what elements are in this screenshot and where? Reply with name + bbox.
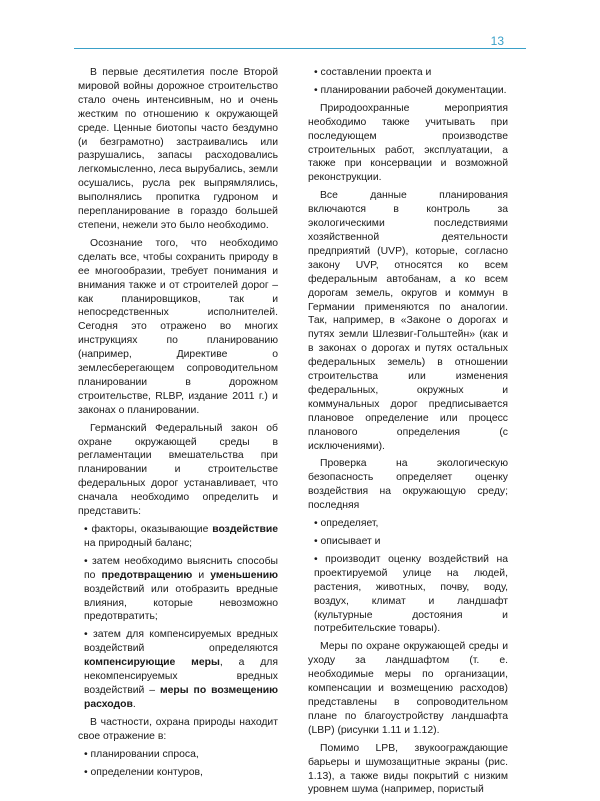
text-run: • производит оценку воздействий на проектируемой улице на людей, растения, животных, почву, воду, воздух, климат и ландшафт (культурные достояния и потребительские товары). [314, 553, 508, 635]
text-run: воздействий или отобразить вредные влияния, которые невозможно предотвратить; [84, 583, 278, 623]
bold-term: уменьшению [210, 569, 279, 581]
bold-term: меры по возмещению расходов [84, 684, 278, 710]
text-run: • определении контуров, [84, 766, 203, 778]
paragraph [308, 102, 508, 185]
bullet-item [78, 523, 278, 551]
bold-term: компенсирующие меры [84, 657, 220, 669]
bullet-item [78, 766, 278, 780]
bullet-item [308, 66, 508, 80]
bold-term: воздействие [212, 524, 278, 535]
text-run: В частности, охрана природы находит свое отражение в: [78, 716, 278, 742]
text-run: на природный баланс; [84, 537, 193, 549]
text-run: Все данные планирования включаются в контроль за экологическими последствиями хозяйственной деятельности предприятий (UVP), которые, согласно закону UVP, относятся ко всем федеральным автобанам, а ко всем дорогам земель, округов и коммун в Германии применяются по аналогии. Так, например, в «Законе о дорогах и путях земли Шлезвиг-Гольштейн» (как и в законах о дорогах и путях остальных федеральных земель) в отношении строительства или изменения федеральных, окружных и коммунальных дорог предписывается плановое определение или процесс планового определения (с исключениями). [308, 190, 508, 452]
right-column [308, 66, 508, 801]
text-run: • определяет, [314, 518, 379, 530]
text-run: Помимо LPB, звукоограждающие барьеры и шумозащитные экраны (рис. 1.13), а также виды покрытий с низким уровнем шума (например, пористый [308, 742, 508, 796]
text-run: • описывает и [314, 536, 381, 547]
paragraph [308, 189, 508, 453]
text-run: и [192, 569, 211, 581]
text-run: Природоохранные мероприятия необходимо также учитывать при последующем производстве строительных работ, эксплуатации, а также при консервации и возможной реконструкции. [308, 102, 508, 184]
text-run: • затем для компенсируемых вредных воздействий определяются [84, 629, 278, 655]
text-run: Германский Федеральный закон об охране окружающей среды в регламентации вмешательства при планировании и строительстве федеральных дорог устанавливает, что сначала необходимо определить и представить: [78, 422, 278, 518]
bullet-item [308, 84, 508, 98]
text-run: • планировании спроса, [84, 748, 199, 760]
paragraph [308, 742, 508, 798]
paragraph [78, 422, 278, 519]
text-run: Меры по охране окружающей среды и уходу за ландшафтом (т. е. необходимые меры по организации, компенсации и возмещению расходов) представлены в сопроводительном плане по благоустройству ландшафта (LBP) (рисунки 1.11 и 1.12). [308, 641, 508, 736]
header-rule [74, 48, 526, 49]
text-run: • планировании рабочей документации. [314, 84, 507, 96]
bullet-item [78, 555, 278, 625]
text-run: , а для некомпенсируемых вредных воздействий – [84, 657, 278, 696]
text-run: Проверка на экологическую безопасность определяет оценку воздействия на окружающую среду; последняя [308, 458, 508, 512]
paragraph [308, 640, 508, 737]
text-run: • составлении проекта и [314, 67, 432, 78]
page-number: 13 [490, 34, 504, 48]
text-run: • затем необходимо выяснить способы по [84, 555, 278, 581]
paragraph [78, 66, 278, 233]
bold-term: предотвращению [101, 569, 193, 581]
bullet-item [78, 628, 278, 711]
paragraph [308, 457, 508, 513]
bullet-item [308, 535, 508, 549]
bullet-item [308, 517, 508, 531]
text-run: Осознание того, что необходимо сделать все, чтобы сохранить природу в ее многообразии, требует понимания и внимания также и от строителей дорог – как планировщиков, так и непосредственных исполнителей. Сегодня это отражено во многих инструкциях по планированию (например, Директиве о землесберегающем сопроводительном планировании в дорожном строительстве, RLBP, издание 2011 г.) и законах о планировании. [78, 237, 278, 416]
left-column [78, 66, 278, 783]
text-run: • факторы, оказывающие [84, 524, 213, 535]
paragraph [78, 237, 278, 418]
paragraph [78, 716, 278, 744]
text-run: В первые десятилетия после Второй мировой войны дорожное строительство стало очень интенсивным, но и очень жестким по отношению к окружающей среде. Ценные биотопы часто бездумно (и безграмотно) застраивались или разрушались, запасы расходовались легкомысленно, леса вырубались, земли осушались, русла рек выпрямлялись, выполнялись пропитка гудроном и перепланирование в гораздо большей степени, нежели это было необходимо. [78, 67, 278, 231]
text-run: . [132, 698, 136, 710]
bullet-item [308, 553, 508, 636]
